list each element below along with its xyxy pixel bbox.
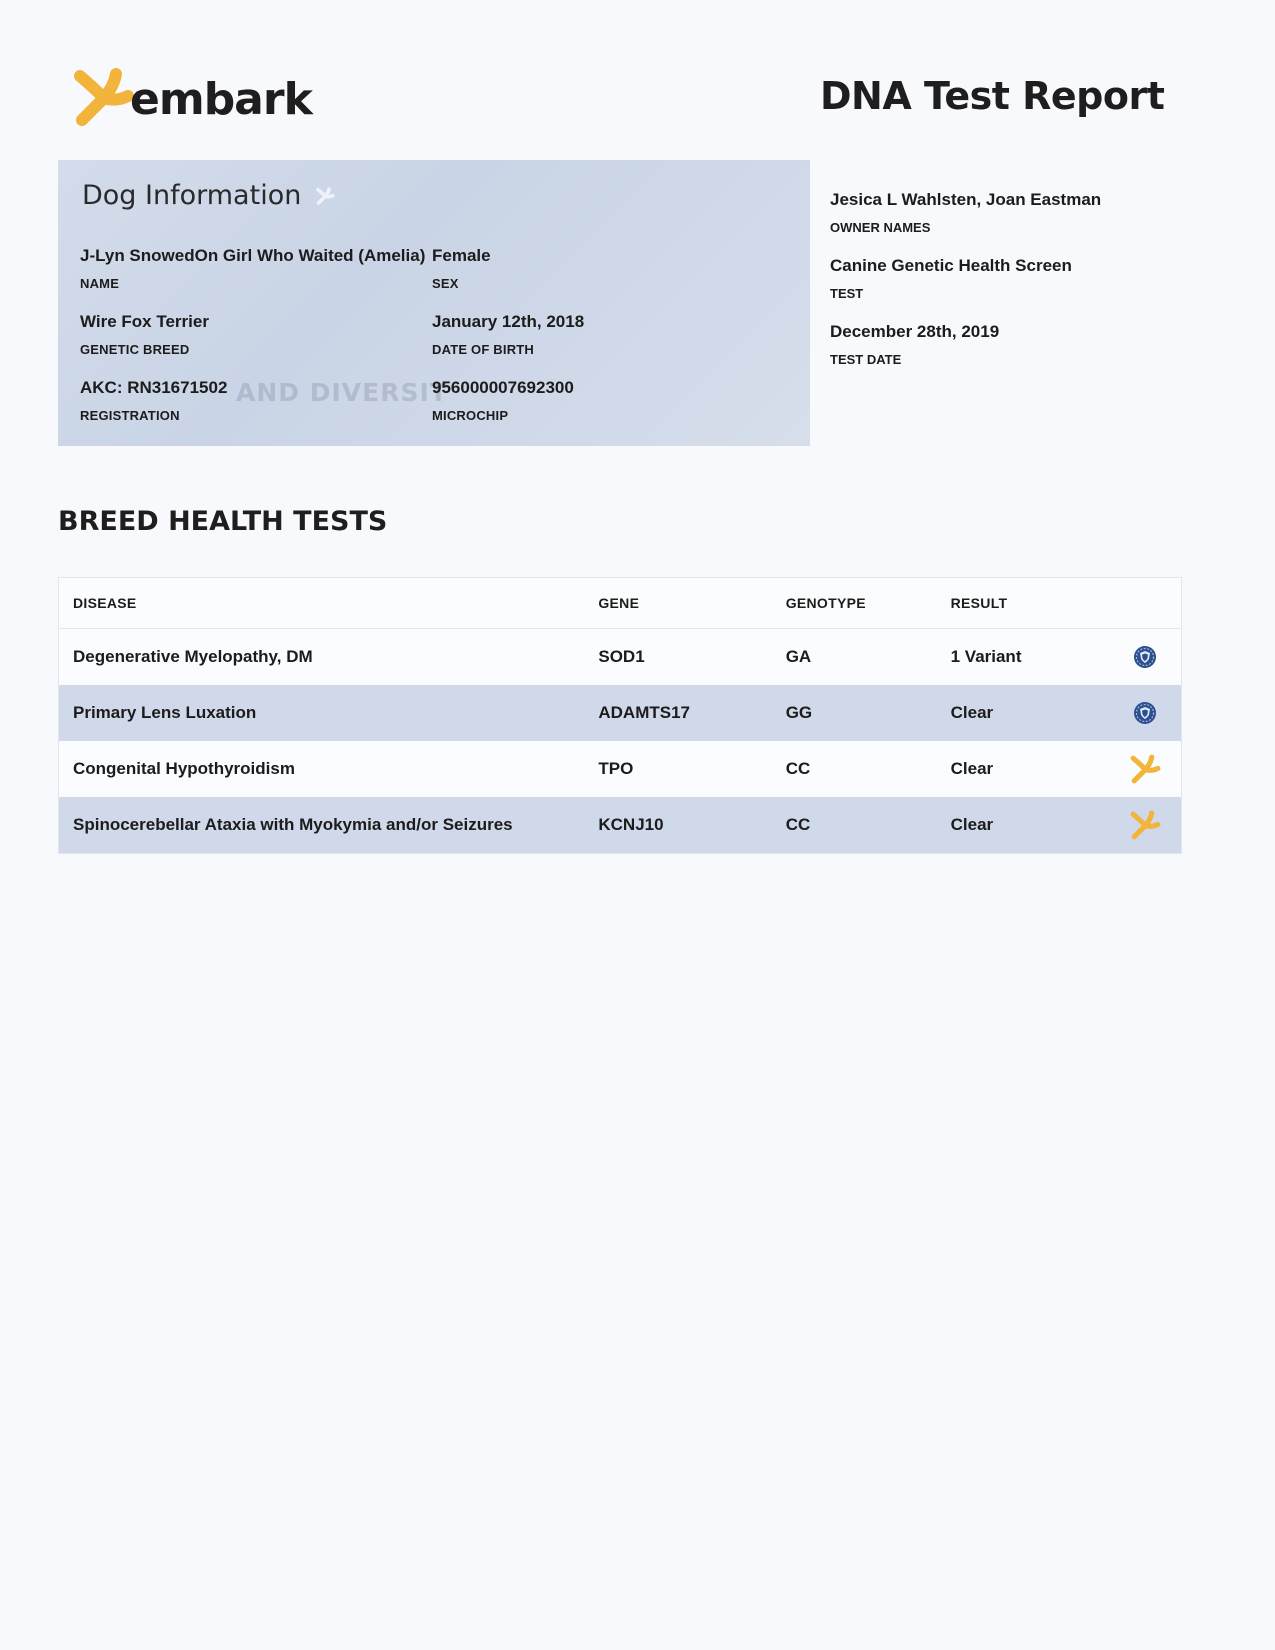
dog-information-title — [82, 180, 335, 211]
result-icon-cell — [1110, 629, 1182, 686]
result-cell: Clear — [937, 685, 1110, 741]
microchip-value: 956000007692300 — [432, 378, 574, 397]
genotype-column-header: GENOTYPE — [772, 578, 937, 629]
disease-cell: Spinocerebellar Ataxia with Myokymia and/or Seizures — [59, 797, 585, 854]
icon-column-header — [1110, 578, 1182, 629]
registration-label: REGISTRATION — [80, 408, 180, 423]
breed-health-tests-title: BREED HEALTH TESTS — [58, 506, 388, 537]
registration-field — [80, 378, 227, 423]
embark-x-icon — [1128, 753, 1162, 785]
dog-information-heading: Dog Information — [82, 180, 302, 211]
gene-cell: ADAMTS17 — [584, 685, 771, 741]
gene-column-header: GENE — [584, 578, 771, 629]
embark-x-icon — [1128, 809, 1162, 841]
table-row — [59, 741, 1182, 797]
dog-sex-value: Female — [432, 246, 491, 265]
dog-name-value: J-Lyn SnowedOn Girl Who Waited (Amelia) — [80, 246, 426, 265]
genotype-cell: GA — [785, 647, 812, 666]
result-column-header: RESULT — [937, 578, 1110, 629]
breed-health-tests-table — [58, 577, 1182, 854]
faded-embark-icon — [315, 186, 335, 206]
dog-name-field — [80, 246, 425, 291]
disease-column-header: DISEASE — [59, 578, 585, 629]
watermark-text: AND DIVERSIT — [236, 378, 448, 407]
test-field — [830, 256, 1072, 301]
table-row — [59, 797, 1182, 854]
result-cell: Clear — [950, 759, 994, 778]
genetic-breed-field — [80, 312, 209, 357]
result-cell: Clear — [937, 797, 1110, 854]
genotype-cell: CC — [785, 759, 811, 778]
dog-information-panel — [58, 160, 810, 446]
date-of-birth-label: DATE OF BIRTH — [432, 342, 535, 357]
blue-shield-icon — [1133, 645, 1157, 669]
result-icon-cell — [1110, 741, 1182, 797]
genetic-breed-label: GENETIC BREED — [80, 342, 190, 357]
test-date-field — [830, 322, 999, 367]
gene-cell: TPO — [598, 759, 634, 778]
disease-cell: Congenital Hypothyroidism — [73, 759, 295, 778]
registration-value: AKC: RN31671502 — [80, 378, 228, 397]
gene-cell: KCNJ10 — [584, 797, 771, 854]
date-of-birth-field — [432, 312, 584, 357]
date-of-birth-value: January 12th, 2018 — [432, 312, 585, 331]
dog-sex-field — [432, 246, 491, 291]
genotype-cell: GG — [772, 685, 937, 741]
result-icon-cell — [1110, 685, 1182, 741]
test-date-value: December 28th, 2019 — [830, 322, 1000, 341]
microchip-field — [432, 378, 574, 423]
owner-names-value: Jesica L Wahlsten, Joan Eastman — [830, 190, 1102, 209]
microchip-label: MICROCHIP — [432, 408, 509, 423]
dog-name-label: NAME — [80, 276, 120, 291]
embark-logo — [70, 58, 312, 128]
result-icon-cell — [1110, 797, 1182, 854]
embark-x-icon — [70, 66, 136, 128]
result-cell: 1 Variant — [950, 647, 1022, 666]
test-label: TEST — [830, 286, 864, 301]
test-value: Canine Genetic Health Screen — [830, 256, 1072, 275]
blue-shield-icon — [1133, 701, 1157, 725]
table-row — [59, 629, 1182, 686]
disease-cell: Degenerative Myelopathy, DM — [73, 647, 313, 666]
report-title: DNA Test Report — [820, 74, 1165, 118]
test-date-label: TEST DATE — [830, 352, 902, 367]
disease-cell: Primary Lens Luxation — [59, 685, 585, 741]
owner-names-field — [830, 190, 1101, 235]
genetic-breed-value: Wire Fox Terrier — [80, 312, 209, 331]
dog-sex-label: SEX — [432, 276, 459, 291]
brand-name: embark — [130, 74, 312, 125]
gene-cell: SOD1 — [598, 647, 645, 666]
owner-names-label: OWNER NAMES — [830, 220, 931, 235]
table-row — [59, 685, 1182, 741]
genotype-cell: CC — [772, 797, 937, 854]
table-header-row — [59, 578, 1182, 629]
